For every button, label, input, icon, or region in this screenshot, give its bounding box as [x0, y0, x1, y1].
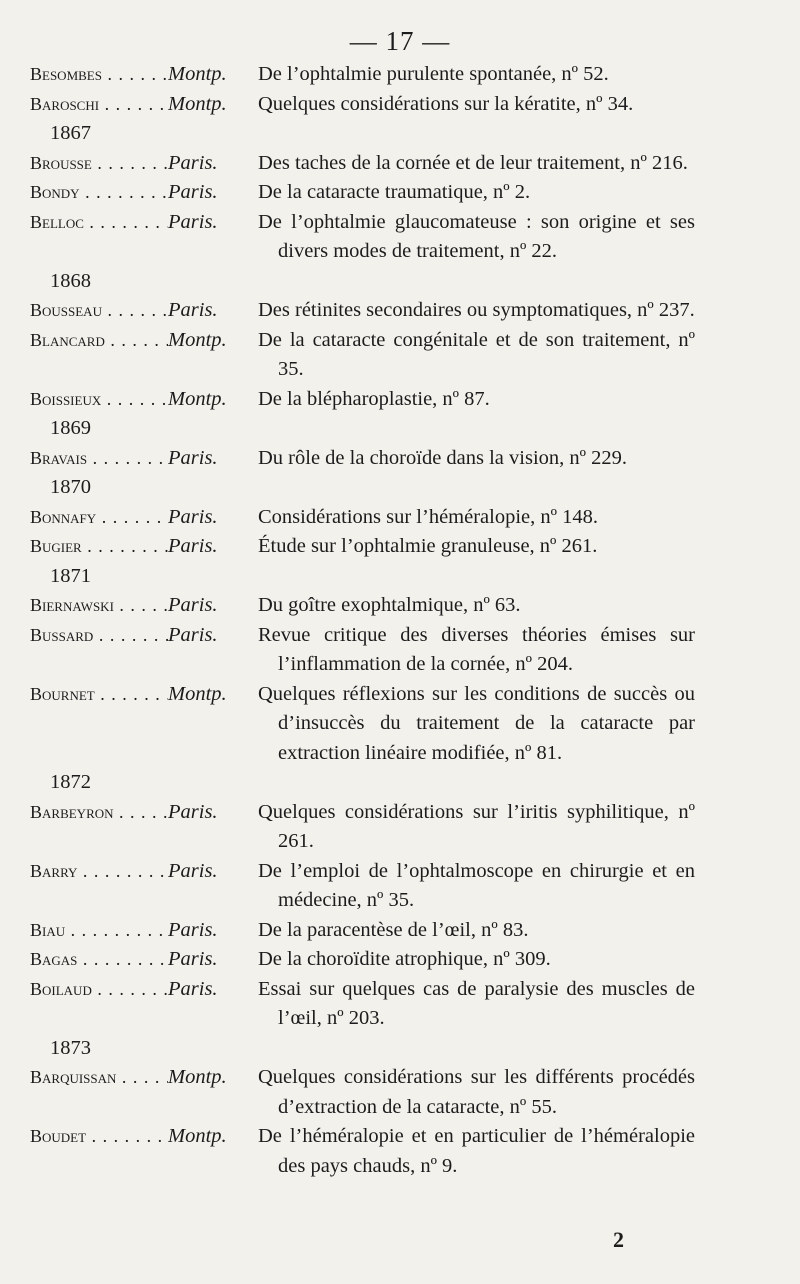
thesis-entry: [30, 503, 790, 533]
faculty-place: Paris.: [168, 977, 218, 1000]
thesis-title: De la cataracte traumatique, nº 2.: [258, 181, 531, 203]
thesis-title: Des taches de la cornée et de leur traitement, nº 216.: [258, 151, 688, 174]
year-heading: 1870: [50, 476, 91, 498]
faculty-place: Montp.: [168, 1066, 227, 1088]
page-number: — 17 —: [349, 26, 451, 56]
faculty-place: Paris.: [168, 948, 218, 970]
thesis-title: Du rôle de la choroïde dans la vision, nº 229.: [258, 446, 628, 469]
year-heading: 1868: [50, 269, 91, 292]
thesis-title: De l’héméralopie et en particulier de l’héméralopie des pays chauds, nº 9.: [258, 1125, 695, 1177]
thesis-title: De la cataracte congénitale et de son traitement, nº 35.: [258, 328, 695, 380]
faculty-place: Montp.: [168, 682, 227, 705]
year-heading: 1867: [50, 122, 91, 144]
signature-mark: 2: [613, 1227, 624, 1252]
author-name: Brousse . . .: [30, 149, 168, 179]
thesis-title: Quelques considérations sur la kératite, nº 34.: [258, 92, 634, 115]
faculty-place: Paris.: [168, 151, 218, 174]
author-name: Bondy . . .: [30, 178, 168, 208]
thesis-entry: [30, 680, 790, 769]
thesis-entry: [30, 916, 790, 946]
thesis-entry: [30, 149, 790, 179]
thesis-entry: [30, 975, 790, 1034]
author-name: Boissieux . . .: [30, 385, 168, 415]
thesis-entry: [30, 90, 790, 120]
author-name: Biau . . .: [30, 916, 168, 946]
author-name: Bousseau . . .: [30, 296, 168, 326]
thesis-title: De la blépharoplastie, nº 87.: [258, 387, 490, 410]
author-name: Besombes . . .: [30, 60, 168, 90]
faculty-place: Montp.: [168, 92, 227, 115]
thesis-entry: [30, 1122, 790, 1181]
faculty-place: Paris.: [168, 918, 218, 941]
thesis-title: Essai sur quelques cas de paralysie des muscles de l’œil, nº 203.: [258, 977, 695, 1029]
faculty-place: Paris.: [168, 535, 218, 557]
thesis-entry: [30, 208, 790, 267]
thesis-title: Quelques réflexions sur les conditions de succès ou d’insuccès du traitement de la cataracte par extraction linéaire modifiée, nº 81.: [258, 682, 695, 764]
faculty-place: Montp.: [168, 328, 227, 351]
year-heading: 1869: [50, 417, 91, 439]
faculty-place: Paris.: [168, 623, 218, 646]
author-name: Bugier . . .: [30, 532, 168, 562]
author-name: Bournet . . .: [30, 680, 168, 710]
faculty-place: Montp.: [168, 387, 227, 410]
thesis-title: Des rétinites secondaires ou symptomatiques, nº 237.: [258, 299, 695, 321]
thesis-entry: [30, 385, 790, 415]
thesis-title: Quelques considérations sur l’iritis syphilitique, nº 261.: [258, 800, 695, 852]
author-name: Blancard . . .: [30, 326, 168, 356]
thesis-entry: [30, 591, 790, 621]
thesis-title: Considérations sur l’héméralopie, nº 148.: [258, 505, 598, 528]
author-name: Boudet . . .: [30, 1122, 168, 1152]
thesis-title: Étude sur l’ophtalmie granuleuse, nº 261.: [258, 535, 598, 557]
thesis-entry: [30, 178, 790, 208]
thesis-entry: [30, 857, 790, 916]
thesis-entry: [30, 296, 790, 326]
faculty-place: Paris.: [168, 299, 218, 321]
thesis-title: De la paracentèse de l’œil, nº 83.: [258, 918, 529, 941]
thesis-entry: [30, 945, 790, 975]
author-name: Belloc . . .: [30, 208, 168, 238]
thesis-entry: [30, 444, 790, 474]
faculty-place: Paris.: [168, 210, 218, 233]
author-name: Barbeyron . . .: [30, 798, 168, 828]
thesis-title: Quelques considérations sur les différents procédés d’extraction de la cataracte, nº 55.: [258, 1066, 695, 1118]
faculty-place: Paris.: [168, 594, 218, 616]
author-name: Bagas . . .: [30, 945, 168, 975]
thesis-list: [30, 60, 790, 1181]
author-name: Barry . . .: [30, 857, 168, 887]
faculty-place: Montp.: [168, 1125, 227, 1147]
thesis-entry: [30, 532, 790, 562]
thesis-title: De l’ophtalmie glaucomateuse : son origine et ses divers modes de traitement, nº 22.: [258, 210, 695, 262]
author-name: Bravais . . .: [30, 444, 168, 474]
thesis-title: De la choroïdite atrophique, nº 309.: [258, 948, 551, 970]
thesis-entry: [30, 60, 790, 90]
faculty-place: Montp.: [168, 63, 227, 85]
faculty-place: Paris.: [168, 181, 218, 203]
thesis-entry: [30, 621, 790, 680]
year-heading: 1871: [50, 564, 91, 587]
faculty-place: Paris.: [168, 446, 218, 469]
thesis-title: De l’emploi de l’ophtalmoscope en chirurgie et en médecine, nº 35.: [258, 859, 695, 911]
author-name: Boilaud . . .: [30, 975, 168, 1005]
thesis-title: Revue critique des diverses théories émises sur l’inflammation de la cornée, nº 204.: [258, 623, 695, 675]
author-name: Bussard . . .: [30, 621, 168, 651]
thesis-entry: [30, 798, 790, 857]
faculty-place: Paris.: [168, 800, 218, 823]
year-heading: 1872: [50, 771, 91, 793]
faculty-place: Paris.: [168, 505, 218, 528]
thesis-title: De l’ophtalmie purulente spontanée, nº 52.: [258, 63, 609, 85]
year-heading: 1873: [50, 1036, 91, 1059]
author-name: Bonnafy . . .: [30, 503, 168, 533]
faculty-place: Paris.: [168, 859, 218, 882]
thesis-entry: [30, 1063, 790, 1122]
thesis-title: Du goître exophtalmique, nº 63.: [258, 594, 521, 616]
author-name: Biernawski . . .: [30, 591, 168, 621]
author-name: Baroschi . . .: [30, 90, 168, 120]
author-name: Barquissan . . .: [30, 1063, 168, 1093]
thesis-entry: [30, 326, 790, 385]
